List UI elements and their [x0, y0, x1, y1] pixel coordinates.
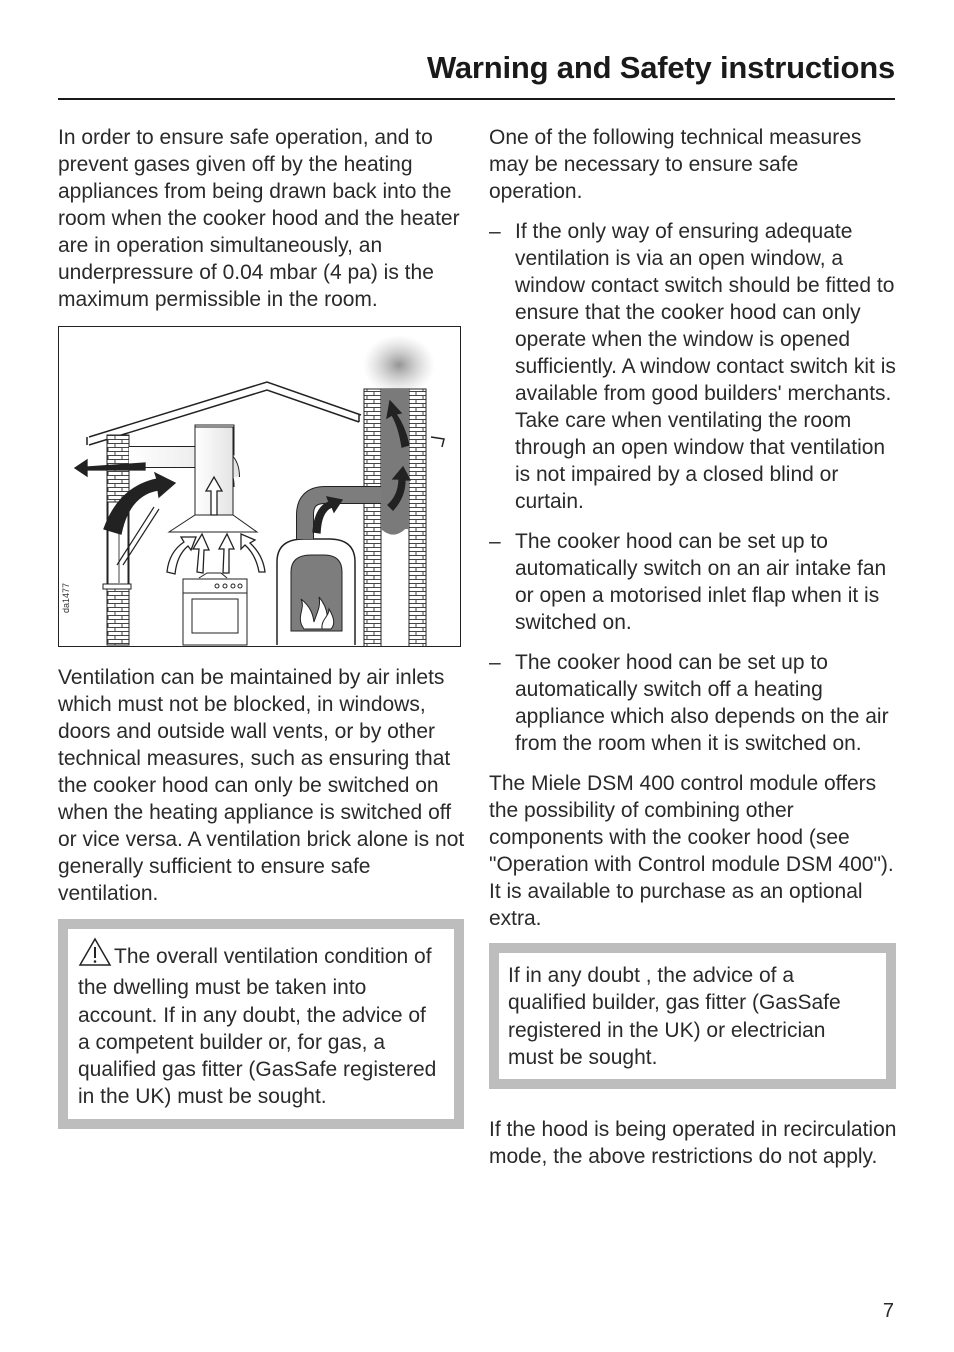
list-item [489, 528, 897, 636]
figure-code-text: da1477 [61, 582, 71, 613]
left-column [58, 124, 466, 1129]
warning-box [58, 919, 464, 1129]
list-item [489, 649, 897, 757]
recirculation-paragraph: If the hood is being operated in recirculation mode, the above restrictions do not apply. [489, 1118, 897, 1169]
list-item-extra: Take care when ventilating the room through an open window that ventilation is not impaired by a closed blind or curtain. [515, 409, 886, 513]
list-dash: – [489, 651, 501, 674]
intro-paragraph: In order to ensure safe operation, and to prevent gases given off by the heating appliances from being drawn back into the room when the cooker hood and the heater are in operation simultaneously, an underpressure of 0.04 mbar (4 pa) is the maximum permissible in the room. [58, 126, 460, 311]
ventilation-paragraph: Ventilation can be maintained by air inlets which must not be blocked, in windows, doors and outside wall vents, or by other technical measures, such as ensuring that the cooker hood can only be switched on when the heating appliance is switched off or vice versa. A ventilation brick alone is not generally sufficient to ensure safe ventilation. [58, 666, 465, 905]
ventilation-illustration [58, 326, 461, 647]
list-dash: – [489, 530, 501, 553]
measures-list [489, 218, 897, 757]
measures-intro: One of the following technical measures may be necessary to ensure safe operation. [489, 126, 862, 203]
list-item-text: The cooker hood can be set up to automatically switch off a heating appliance which also depends on the air from the room when it is switched on. [515, 651, 889, 755]
figure-code [61, 583, 71, 613]
warning-triangle-icon [78, 937, 112, 974]
list-item [489, 218, 897, 515]
cooker-hood [169, 515, 257, 532]
list-item-text: If the only way of ensuring adequate ventilation is via an open window, a window contact switch should be fitted to ensure that the cooker hood can only operate when the window is opened sufficiently. A window contact switch kit is available from good builders' merchants. [515, 220, 896, 405]
right-column [489, 124, 897, 1170]
smoke [363, 335, 435, 395]
list-item-text: The cooker hood can be set up to automatically switch on an air intake fan or open a motorised inlet flap when it is switched on. [515, 530, 887, 634]
notice-box [489, 943, 896, 1089]
dsm-paragraph: The Miele DSM 400 control module offers the possibility of combining other components with the cooker hood (see "Operation with Control module DSM 400"). [489, 772, 894, 876]
list-dash: – [489, 220, 501, 243]
page-number: 7 [882, 1300, 894, 1322]
page-title: Warning and Safety instructions [426, 50, 895, 85]
dsm-extra-paragraph: It is available to purchase as an optional extra. [489, 880, 863, 930]
ventilation-diagram [59, 327, 461, 647]
title-rule [58, 98, 895, 100]
warning-text: The overall ventilation condition of the dwelling must be taken into account. If in any doubt, the advice of a competent builder or, for gas, a qualified gas fitter (GasSafe registered in the UK) must be sought. [78, 945, 437, 1109]
notice-text: If in any doubt , the advice of a qualified builder, gas fitter (GasSafe registered in the UK) or electrician must be sought. [508, 964, 841, 1069]
